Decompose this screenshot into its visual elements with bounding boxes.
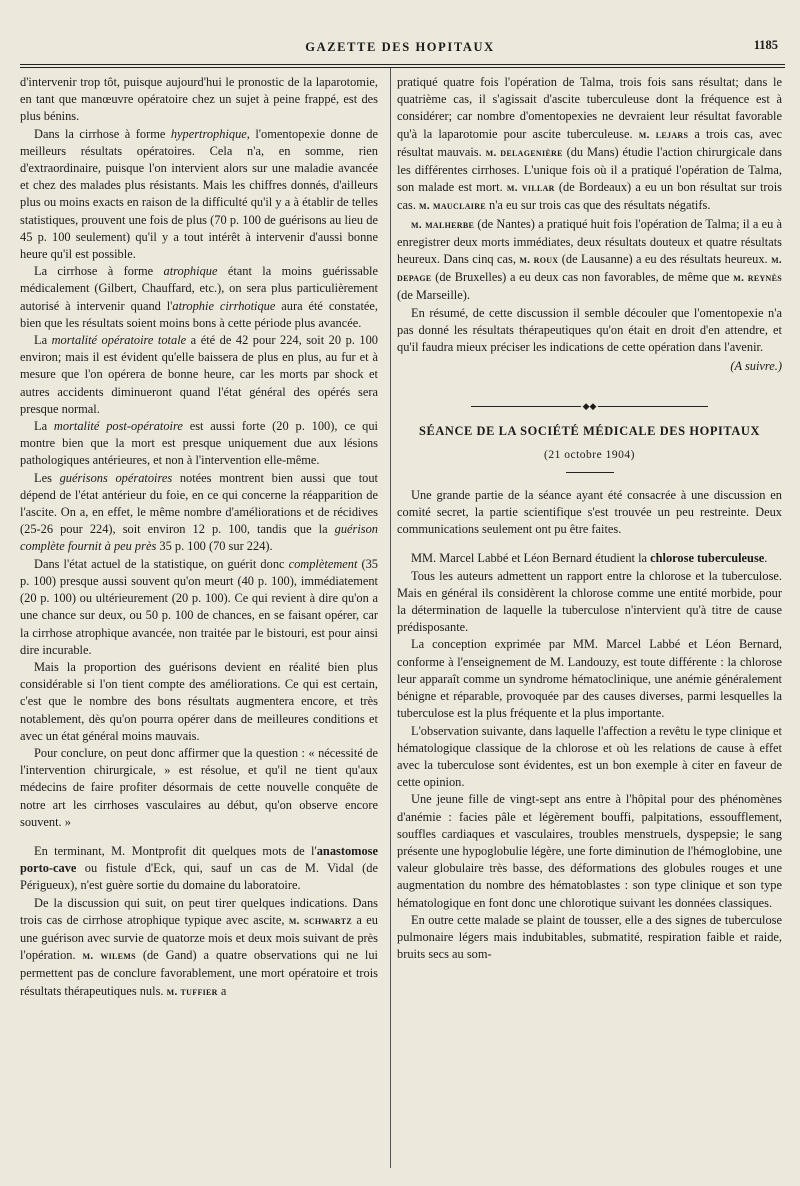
paragraph: En terminant, M. Montprofit dit quelques mots de l'anastomose porto-cave ou fistule d'Eck, qui, sauf un cas de M. Vidal (de Périgueux), n'est guère sortie du domaine du laboratoire. xyxy=(20,843,378,893)
header-rule xyxy=(20,64,785,68)
paragraph: Dans la cirrhose à forme hypertrophique, l'omentopexie donne de meilleurs résultats opératoires. Cela n'a, en somme, rien d'extraordinaire, puisque l'on intervient alors sur une maladie avancée et chez des malades plus résistants. Mais les chiffres donnés, d'ailleurs plus ou moins exacts en raison de la difficulté qu'il y a à établir de telles statistiques, prouvent une fois de plus (70 p. 100 de guérisons au lieu de 45 p. 100 seulement) qu'il y a tout intérêt à intervenir d'aussi bonne heure qu'il est possible. xyxy=(20,126,378,262)
section-ornament: ◆◆ xyxy=(397,397,782,405)
paragraph: La mortalité post-opératoire est aussi forte (20 p. 100), ce qui montre bien que la mort est presque uniquement due aux lésions pathologiques antérieures, et non à l'intervention elle-même. xyxy=(20,419,378,468)
right-column xyxy=(397,74,782,963)
paragraph: Dans l'état actuel de la statistique, on guérit donc complètement (35 p. 100) presque aussi souvent qu'on meurt (40 p. 100), immédiatement (20 p. 100) ou ultérieurement (20 p. 100). Ce qui revient à dire qu'on a une chance sur deux, ou 50 p. 100 de chances, en se faisant opérer, car la cirrhose atrophique avancée, non traitée par le bistouri, est pour ainsi dire incurable. xyxy=(20,556,378,657)
author-name: m. schwartz xyxy=(288,914,352,927)
author-name: m. delagenière xyxy=(485,146,563,159)
left-column xyxy=(20,74,378,1001)
to-be-continued: (A suivre.) xyxy=(730,359,782,374)
paragraph: La mortalité opératoire totale a été de 42 pour 224, soit 20 p. 100 environ; mais il est évident qu'elle baissera de plus en plus, au fur et à mesure que l'on opérera de bonne heure, car les morts par shock et autres accidents diminueront quand l'état général des opérés sera presque normal. xyxy=(20,333,378,416)
paragraph: L'observation suivante, dans laquelle l'affection a revêtu le type clinique et hématologique classique de la chlorose et où les relations de cause à effet avec la tuberculose sont évidentes, est un bon exemple à citer en faveur de cette opinion. xyxy=(397,723,782,790)
paragraph: d'intervenir trop tôt, puisque aujourd'hui le pronostic de la laparotomie, en tant que manœuvre opératoire chez un sujet à peine frappé, est des plus bénins. xyxy=(20,75,378,124)
paragraph: Une jeune fille de vingt-sept ans entre à l'hôpital pour des phénomènes d'anémie : facies pâle et légèrement bouffi, palpitations, essoufflement, souffles cardiaques et vasculaires, troubles menstruels, dyspepsie; le sang présente une hypoglobulie légère, une forte diminution de l'hémoglobine, une valeur globulaire très basse, des déformations des globules rouges et une augmentation du nombre des hématoblastes : son type clinique et son type hématologique en font donc une chlorotique suivant les données classiques. xyxy=(397,792,782,910)
column-divider xyxy=(390,68,391,1168)
author-name: m. depage xyxy=(397,254,782,285)
paragraph: La cirrhose à forme atrophique étant la moins guérissable médicalement (Gilbert, Chauffard, etc.), on sera plus particulièrement autorisé à intervenir quand l'atrophie cirrhotique aura été constatée, bien que les résultats soient moins bons à cette période plus avancée. xyxy=(20,264,379,330)
title-rule xyxy=(566,472,614,473)
paragraph: m. malherbe (de Nantes) a pratiqué huit fois l'opération de Talma; il a eu à enregistrer deux morts immédiates, deux résultats douteux et quatre résultats heureux. Dans cinq cas, m. roux (de Lausanne) a eu des résultats heureux. m. depage (de Bruxelles) a eu deux cas non favorables, de même que m. reynès (de Marseille). xyxy=(397,216,782,303)
paragraph: La conception exprimée par MM. Marcel Labbé et Léon Bernard, conforme à l'enseignement de M. Landouzy, est toute différente : la chlorose leur apparaît comme un syndrome hématoclinique, une anémie généralement bénigne et réparable, provoquée par des causes diverses, parmi lesquelles la tuberculose est la plus fréquente et la plus importante. xyxy=(397,637,782,721)
author-name: m. malherbe xyxy=(411,218,475,231)
paragraph: pratiqué quatre fois l'opération de Talma, trois fois sans résultat; dans le quatrième cas, il s'agissait d'ascite tuberculeuse dont la fréquence est à considérer; car nombre d'omentopexies ne devraient leur résultat favorable qu'à la laparotomie pour ascite tuberculeuse. m. lejars a trois cas, avec résultat mauvais. m. delagenière (du Mans) étudie l'action chirurgicale dans les différentes cirrhoses. L'unique fois où il a pratiqué l'opération de Talma, son malade est mort. m. villar (de Bordeaux) a eu un bon résultat sur trois cas. m. mauclaire n'a eu sur trois cas que des résultats négatifs. xyxy=(397,75,782,213)
paragraph: Mais la proportion des guérisons devient en réalité bien plus considérable si l'on tient compte des améliorations. Ce qui est certain, c'est que le nombre des bons résultats augmentera encore, et très notablement, dès qu'on pourra opérer dans de meilleures conditions et avec un état général moins mauvais. xyxy=(20,659,378,743)
author-name: m. reynès xyxy=(733,272,782,285)
author-name: m. tuffier xyxy=(166,985,218,998)
paragraph: Une grande partie de la séance ayant été consacrée à une discussion en comité secret, la partie scientifique s'est trouvée un peu restreinte. Deux communications seulement ont pu être faites. xyxy=(397,487,782,537)
section-date: (21 octobre 1904) xyxy=(544,448,635,461)
page-number: 1185 xyxy=(753,38,778,52)
paragraph: En résumé, de cette discussion il semble découler que l'omentopexie n'a pas donné les résultats thérapeutiques qu'on était en droit d'en attendre, et qu'il faudra mieux préciser les indications de cette opération dans l'avenir. xyxy=(397,305,782,355)
author-name: m. roux xyxy=(519,254,559,267)
paragraph: Tous les auteurs admettent un rapport entre la chlorose et la tuberculose. Mais en général ils considèrent la chlorose comme une entité morbide, pour la détermination de laquelle la tuberculose n'intervient qu'à titre de cause prédisposante. xyxy=(397,568,782,635)
paragraph: Pour conclure, on peut donc affirmer que la question : « nécessité de l'intervention chirurgicale, » est résolue, et qu'il ne tient qu'aux médecins de faire profiter désormais de cette nouvelle conquête de notre art les cirrhoses vasculaires au début, qu'on observe encore souvent. » xyxy=(20,745,378,829)
journal-title: GAZETTE DES HOPITAUX xyxy=(305,40,495,54)
author-name: m. villar xyxy=(506,182,555,195)
running-head xyxy=(0,40,800,60)
author-name: m. wilems xyxy=(82,950,136,963)
author-name: m. mauclaire xyxy=(419,200,486,213)
paragraph: MM. Marcel Labbé et Léon Bernard étudient la chlorose tuberculeuse. xyxy=(411,551,768,566)
paragraph: En outre cette malade se plaint de tousser, elle a des signes de tuberculose pulmonaire légers mais indubitables, submatité, respiration faible et raide, bruits secs au som- xyxy=(397,912,782,962)
paragraph: Les guérisons opératoires notées montrent bien aussi que tout dépend de l'état antérieur du foie, en ce qui concerne la réapparition de l'ascite. On a, en effet, le même nombre d'améliorations et de récidives (25-26 pour 224), soit environ 12 p. 100, tandis que la guérison complète fournit à peu près 35 p. 100 (70 sur 224). xyxy=(20,470,378,554)
paragraph: De la discussion qui suit, on peut tirer quelques indications. Dans trois cas de cirrhose atrophique typique avec ascite, m. schwartz a eu une guérison avec survie de quatorze mois et deux mois suivant de près l'opération. m. wilems (de Gand) a quatre observations qui ne lui permettent pas de conclure favorablement, une mort opératoire et trois résultats thérapeutiques nuls. m. tuffier a xyxy=(20,895,379,998)
author-name: m. lejars xyxy=(638,128,689,141)
section-title: SÉANCE DE LA SOCIÉTÉ MÉDICALE DES HOPITAUX xyxy=(419,424,760,439)
